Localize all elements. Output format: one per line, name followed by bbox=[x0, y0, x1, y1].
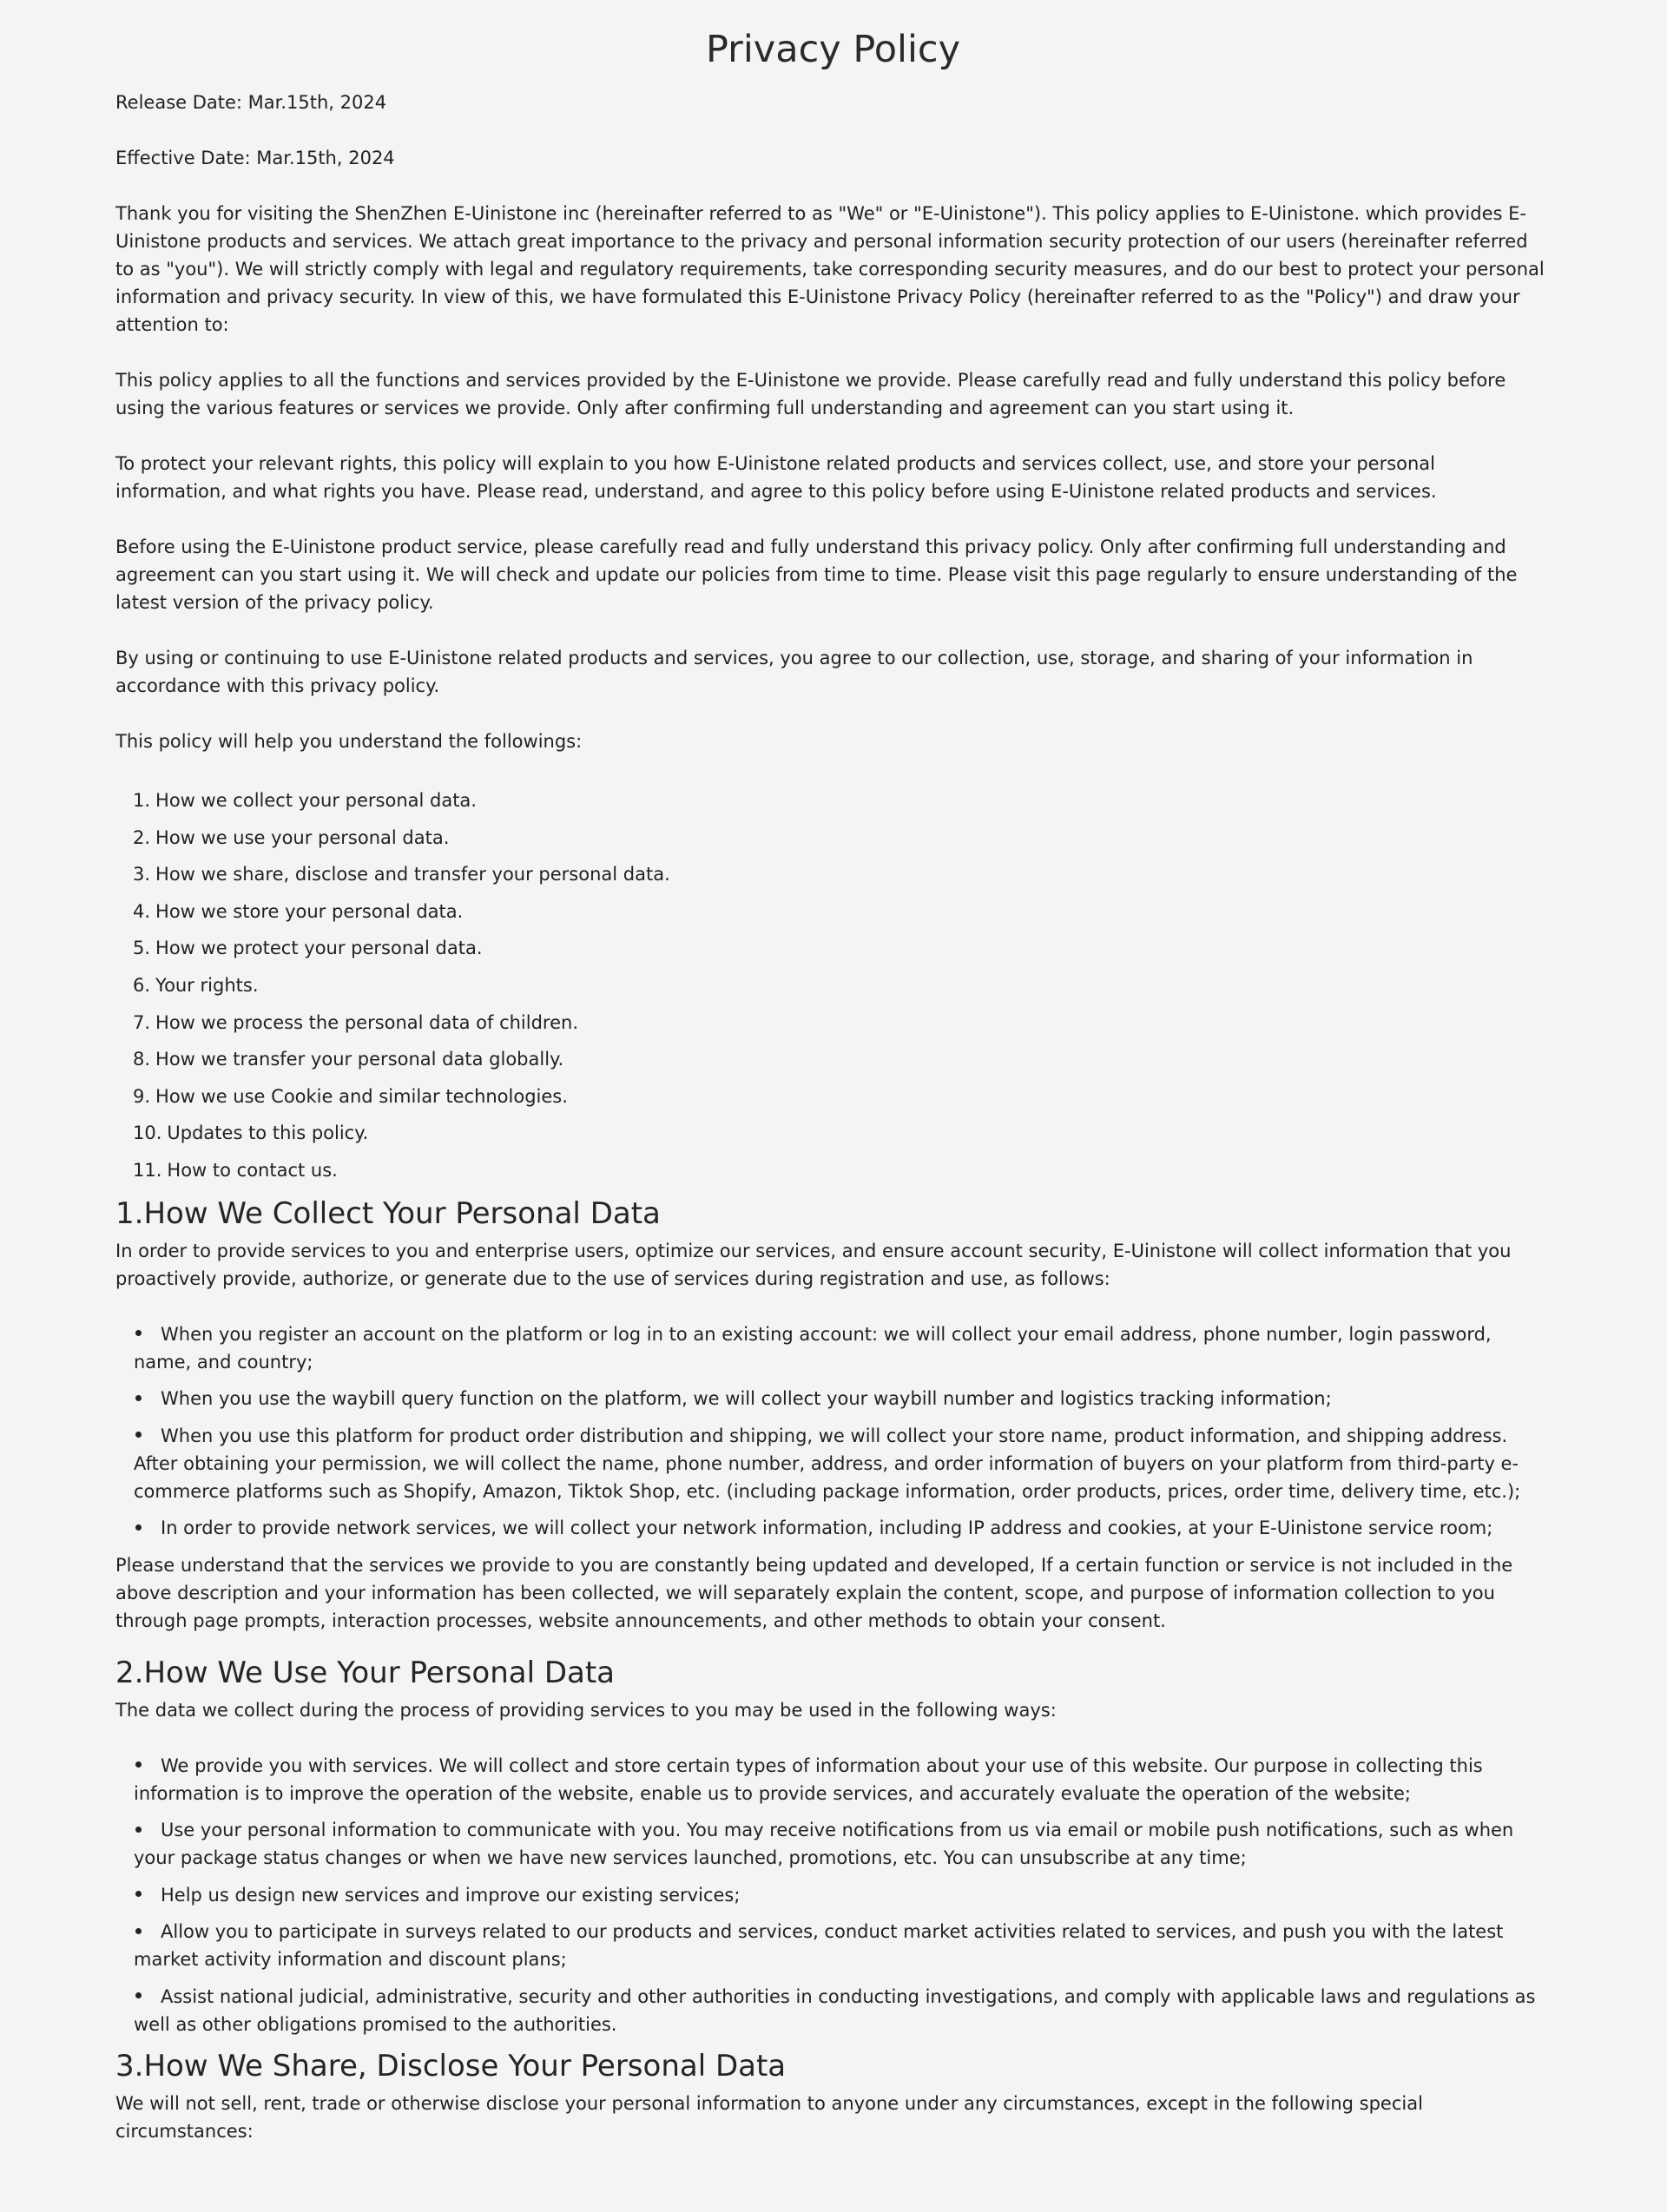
list-item-text: In order to provide network services, we will collect your network information, including IP address and cookies, at your E-Uinistone service room; bbox=[161, 1517, 1493, 1539]
release-date: Release Date: Mar.15th, 2024 bbox=[115, 92, 387, 113]
section-outro: Please understand that the services we provide to you are constantly being updated and developed, If a certain function or service is not included in the above description and your information has been collected, we will separately explain the content, scope, and purpose of information collection to you through page prompts, interaction processes, website announcements, and other methods to obtain your consent. bbox=[115, 1554, 1513, 1631]
bullet-icon bbox=[135, 1928, 142, 1934]
list-item-text: Help us design new services and improve our existing services; bbox=[161, 1884, 741, 1906]
list-item bbox=[134, 1752, 1551, 1807]
list-item-text: We provide you with services. We will collect and store certain types of information about your use of this website. Our purpose in collecting this information is to improve the operation of the website, enable us to provide services, and accurately evaluate the operation of the website; bbox=[134, 1754, 1483, 1804]
list-item-text: Assist national judicial, administrative, security and other authorities in conducting investigations, and comply with applicable laws and regulations as well as other obligations promised to the authorities. bbox=[134, 1985, 1536, 2035]
intro-paragraph: By using or continuing to use E-Uinistone related products and services, you agree to our collection, use, storage, and sharing of your information in accordance with this privacy policy. bbox=[115, 648, 1473, 696]
toc-item bbox=[133, 820, 1551, 857]
toc-item-text: Your rights. bbox=[155, 974, 259, 996]
toc-item-text: How we use your personal data. bbox=[155, 826, 450, 848]
toc-item-number: 8. bbox=[133, 1049, 151, 1070]
list-item-text: When you register an account on the platform or log in to an existing account: we will collect your email address, phone number, login password, name, and country; bbox=[134, 1323, 1492, 1373]
toc-item bbox=[133, 856, 1551, 893]
list-item bbox=[134, 1422, 1551, 1505]
toc-item-number: 2. bbox=[133, 826, 151, 848]
toc-item bbox=[133, 1078, 1551, 1116]
list-item bbox=[134, 1514, 1551, 1542]
toc-item-number: 7. bbox=[133, 1011, 151, 1033]
intro-paragraph: To protect your relevant rights, this policy will explain to you how E-Uinistone related products and services collect, use, and store your personal information, and what rights you have. Please read, understand, and agree to this policy before using E-Uinistone related products and services. bbox=[115, 453, 1437, 502]
intro-paragraph: This policy applies to all the functions and services provided by the E-Uinistone we provide. Please carefully read and fully understand this policy before using the various features or services we provide. Only after confirming full understanding and agreement can you start using it. bbox=[115, 370, 1506, 418]
effective-date: Effective Date: Mar.15th, 2024 bbox=[115, 148, 395, 168]
toc-intro: This policy will help you understand the followings: bbox=[115, 731, 583, 752]
list-item-text: When you use the waybill query function on the platform, we will collect your waybill number and logistics tracking information; bbox=[161, 1388, 1332, 1410]
page-title: Privacy Policy bbox=[705, 28, 961, 71]
table-of-contents bbox=[115, 782, 1551, 1189]
list-item-text: Use your personal information to communicate with you. You may receive notifications from us via email or mobile push notifications, such as when your package status changes or when we have new services launched, promotions, etc. You can unsubscribe at any time; bbox=[134, 1820, 1514, 1869]
section-heading-collect: 1.How We Collect Your Personal Data bbox=[115, 1195, 661, 1231]
section-heading-use: 2.How We Use Your Personal Data bbox=[115, 1655, 616, 1690]
toc-item-text: How we use Cookie and similar technologies. bbox=[155, 1085, 568, 1107]
toc-item-text: How to contact us. bbox=[167, 1159, 338, 1181]
intro-paragraph: Thank you for visiting the ShenZhen E-Uinistone inc (hereinafter referred to as "We" or "E-Uinistone"). This policy applies to E-Uinistone. which provides E-Uinistone products and services. We attach great importance to the privacy and personal information security protection of our users (hereinafter referred to as "you"). We will strictly comply with legal and regulatory requirements, take corresponding security measures, and do our best to protect your personal information and privacy security. In view of this, we have formulated this E-Uinistone Privacy Policy (hereinafter referred to as the "Policy") and draw your attention to: bbox=[115, 203, 1545, 335]
toc-item-text: How we protect your personal data. bbox=[155, 938, 483, 959]
toc-item-number: 5. bbox=[133, 938, 151, 959]
toc-item-text: How we collect your personal data. bbox=[155, 790, 477, 811]
bullet-icon bbox=[135, 1330, 142, 1336]
toc-item-text: How we store your personal data. bbox=[155, 900, 464, 922]
toc-item bbox=[133, 1152, 1551, 1189]
intro-paragraph: Before using the E-Uinistone product service, please carefully read and fully understand this privacy policy. Only after confirming full understanding and agreement can you start using it. We will check and update our policies from time to time. Please visit this page regularly to ensure understanding of the latest version of the privacy policy. bbox=[115, 537, 1518, 613]
toc-item-number: 4. bbox=[133, 900, 151, 922]
section-intro: We will not sell, rent, trade or otherwise disclose your personal information to anyone under any circumstances, except in the following special circumstances: bbox=[115, 2093, 1423, 2143]
toc-item bbox=[133, 1115, 1551, 1152]
bullet-icon bbox=[135, 1432, 142, 1438]
bullet-icon bbox=[135, 1524, 142, 1531]
toc-item bbox=[133, 1041, 1551, 1078]
toc-item bbox=[133, 1004, 1551, 1042]
list-item bbox=[134, 1983, 1551, 2038]
bullet-icon bbox=[135, 1992, 142, 1998]
bullet-list bbox=[115, 1320, 1551, 1543]
section-intro: The data we collect during the process of providing services to you may be used in the following ways: bbox=[115, 1699, 1057, 1721]
bullet-icon bbox=[135, 1761, 142, 1768]
toc-item-text: How we transfer your personal data globally. bbox=[155, 1049, 564, 1070]
bullet-icon bbox=[135, 1827, 142, 1833]
list-item-text: Allow you to participate in surveys related to our products and services, conduct market activities related to services, and push you with the latest market activity information and discount plans; bbox=[134, 1921, 1504, 1971]
bullet-list bbox=[115, 1752, 1551, 2038]
bullet-icon bbox=[135, 1891, 142, 1897]
list-item bbox=[134, 1320, 1551, 1376]
toc-item bbox=[133, 782, 1551, 820]
list-item bbox=[134, 1385, 1551, 1412]
section-heading-share: 3.How We Share, Disclose Your Personal Data bbox=[115, 2049, 787, 2084]
toc-item-text: How we process the personal data of children. bbox=[155, 1011, 579, 1033]
list-item bbox=[134, 1881, 1551, 1909]
toc-item-text: How we share, disclose and transfer your personal data. bbox=[155, 864, 670, 885]
toc-item-number: 1. bbox=[133, 790, 151, 811]
toc-item-text: Updates to this policy. bbox=[167, 1122, 369, 1144]
toc-item-number: 3. bbox=[133, 864, 151, 885]
section-intro: In order to provide services to you and enterprise users, optimize our services, and ensure account security, E-Uinistone will collect information that you proactively provide, authorize, or generate due to the use of services during registration and use, as follows: bbox=[115, 1240, 1512, 1289]
list-item bbox=[134, 1918, 1551, 1973]
toc-item-number: 6. bbox=[133, 974, 151, 996]
bullet-icon bbox=[135, 1395, 142, 1401]
toc-item-number: 10. bbox=[133, 1122, 162, 1144]
list-item-text: When you use this platform for product order distribution and shipping, we will collect your store name, product information, and shipping address. After obtaining your permission, we will collect the name, phone number, address, and order information of buyers on your platform from third-party e-commerce platforms such as Shopify, Amazon, Tiktok Shop, etc. (including package information, order products, prices, order time, delivery time, etc.); bbox=[134, 1425, 1521, 1502]
toc-item bbox=[133, 893, 1551, 931]
toc-item bbox=[133, 930, 1551, 967]
toc-item-number: 9. bbox=[133, 1085, 151, 1107]
list-item bbox=[134, 1816, 1551, 1872]
toc-item bbox=[133, 967, 1551, 1004]
toc-item-number: 11. bbox=[133, 1159, 162, 1181]
